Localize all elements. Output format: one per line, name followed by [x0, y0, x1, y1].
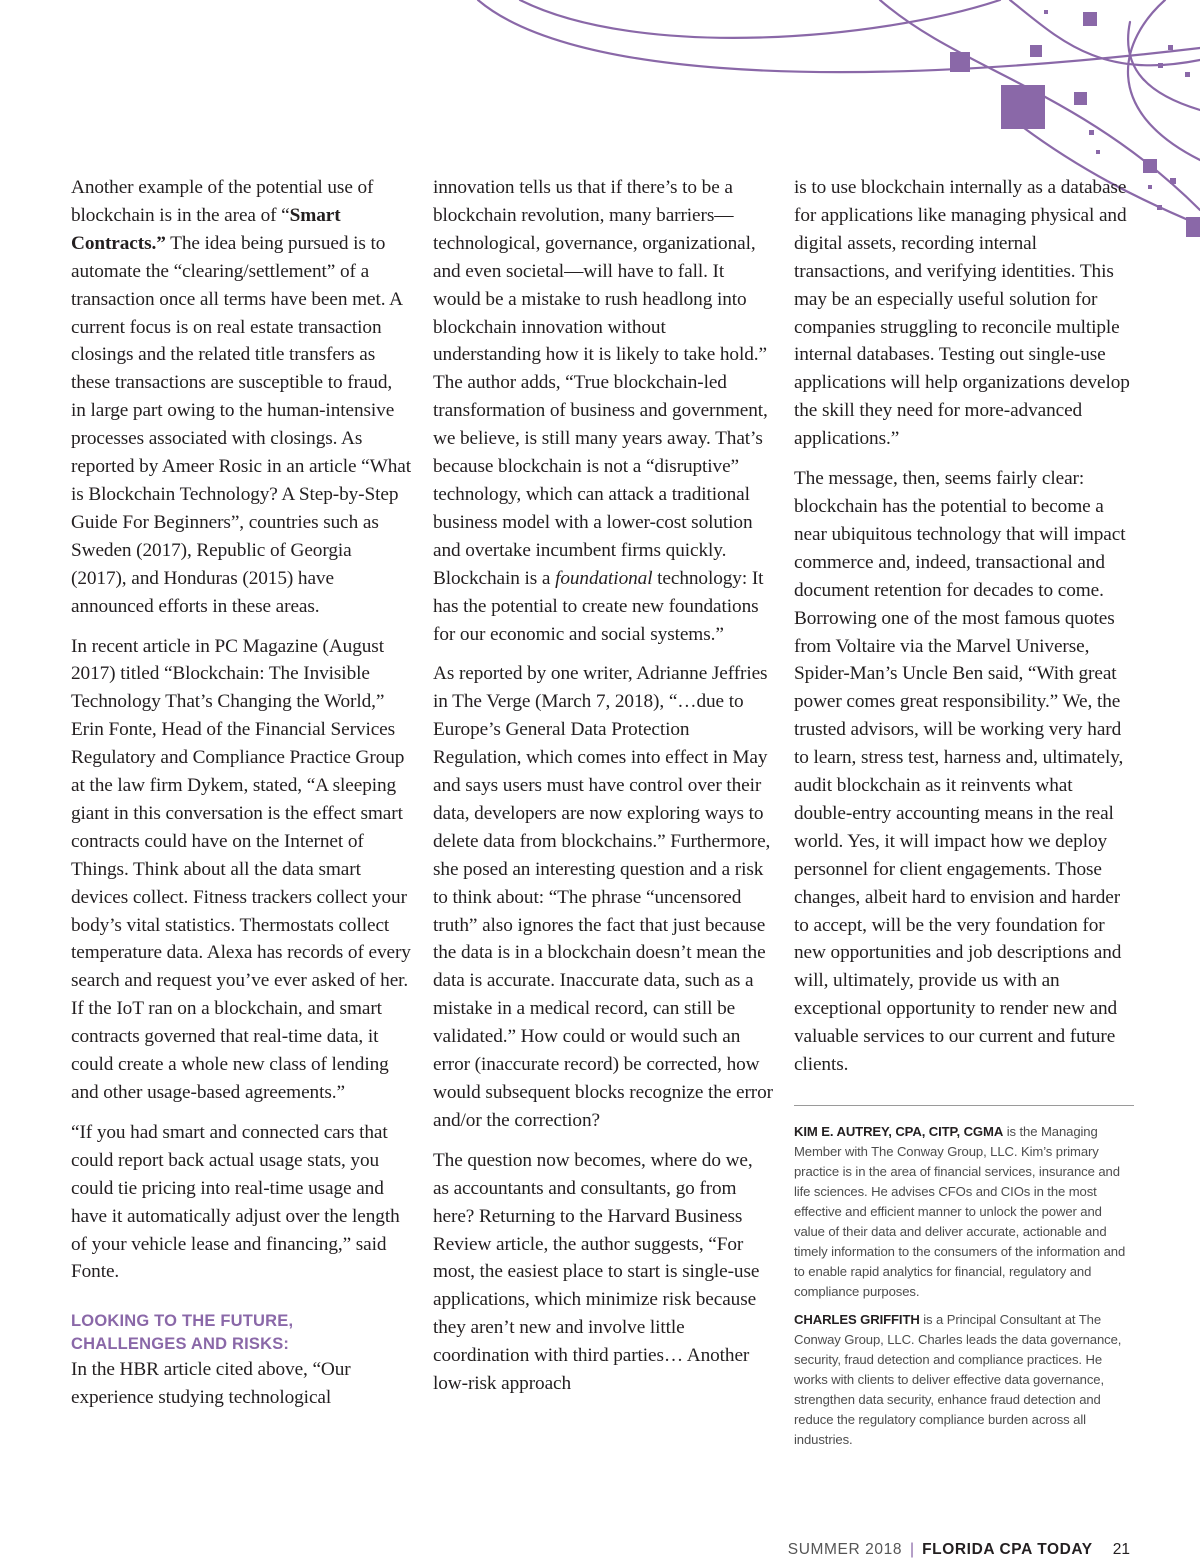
paragraph-question: The question now becomes, where do we, as accountants and consultants, go from here? Returning to the Harvard Business Review article, the author suggests, “For most, the easiest place to start is single-use applications, which minimize risk because they aren’t new and involve little coordination with third parties… Another low-risk approach: [433, 1149, 760, 1395]
smart-contracts-term: Smart Contracts.”: [71, 204, 341, 254]
author-bio-griffith: CHARLES GRIFFITH is a Principal Consultant at The Conway Group, LLC. Charles leads the data governance, security, fraud detection and compliance practices. He works with clients to deliver effective data governance, strengthen data security, enhance fraud detection and reduce the regulatory compliance burden across all industries.: [794, 1312, 1122, 1447]
paragraph-verge: As reported by one writer, Adrianne Jeffries in The Verge (March 7, 2018), “…due to Europe’s General Data Protection Regulation, which comes into effect in May and says users must have control over their data, developers are now exploring ways to delete data from blockchains.” Furthermore, she posed an interesting question and a risk to think about: “The phrase “uncensored truth” also ignores the fact that just because the data is in a blockchain doesn’t mean the data is accurate. Inaccurate data, such as a mistake in a medical record, can still be validated.” How could or would such an error (inaccurate record) be corrected, how would subsequent blocks recognize the error and/or the correction?: [433, 663, 773, 1131]
paragraph-smart-contracts: Another example of the potential use of blockchain is in the area of “Smart Contracts.” The idea being pursued is to automate the “clearing/settlement” of a transaction once all terms have been met. A current focus is on real estate transaction closings and the related title transfers as these transactions are susceptible to fraud, in large part owing to the human-intensive processes associated with closings. As reported by Ameer Rosic in an article “What is Blockchain Technology? A Step-by-Step Guide For Beginners”, countries such as Sweden (2017), Republic of Georgia (2017), and Honduras (2015) have announced efforts in these areas.: [71, 177, 411, 617]
article-column-2: [433, 174, 773, 1410]
article-column-3: [794, 174, 1134, 1458]
page-number: 21: [1112, 1541, 1130, 1558]
paragraph-hbr-intro: In the HBR article cited above, “Our experience studying technological: [71, 1359, 351, 1409]
bio-divider: [794, 1105, 1134, 1106]
page-footer: [788, 1541, 1130, 1558]
foundational-term: foundational: [555, 567, 653, 589]
article-column-1: [71, 174, 411, 1424]
footer-separator: |: [910, 1541, 915, 1558]
issue-label: SUMMER 2018: [787, 1541, 903, 1558]
paragraph-internal-database: is to use blockchain internally as a database for applications like managing physical and digital assets, recording internal transactions, and verifying identities. This may be an especially useful solution for companies struggling to reconcile multiple internal databases. Testing out single-use applications will help organizations develop the skill they need for more-advanced applications.”: [794, 177, 1130, 450]
magazine-title: FLORIDA CPA TODAY: [922, 1541, 1093, 1558]
section-subheading: LOOKING TO THE FUTURE, CHALLENGES AND RISKS:: [71, 1312, 294, 1354]
author-name-autrey: KIM E. AUTREY, CPA, CITP, CGMA: [794, 1124, 1004, 1139]
paragraph-fonte-quote: “If you had smart and connected cars that could report back actual usage stats, you could tie pricing into real-time usage and have it automatically adjust over the length of your vehicle lease and financing,” said Fonte.: [71, 1121, 400, 1283]
paragraph-innovation: innovation tells us that if there’s to be a blockchain revolution, many barriers—technological, governance, organizational, and even societal—will have to fall. It would be a mistake to rush headlong into blockchain innovation without understanding how it is likely to take hold.” The author adds, “True blockchain-led transformation of business and government, we believe, is still many years away. That’s because blockchain is not a “disruptive” technology, which can attack a traditional business model with a lower-cost solution and overtake incumbent firms quickly. Blockchain is a foundational technology: It has the potential to create new foundations for our economic and social systems.”: [433, 177, 768, 645]
paragraph-conclusion: The message, then, seems fairly clear: blockchain has the potential to become a near ubiquitous technology that will impact commerce and, indeed, transactional and document retention for decades to come. Borrowing one of the most famous quotes from Voltaire via the Marvel Universe, Spider-Man’s Uncle Ben said, “With great power comes great responsibility.” We, the trusted advisors, will be working very hard to learn, stress test, harness and, ultimately, audit blockchain as it reinvents what double-entry accounting means in the real world. Yes, it will impact how we deploy personnel for client engagements. Those changes, albeit hard to envision and harder to accept, will be the very foundation for new opportunities and job descriptions and will, ultimately, provide us with an exceptional opportunity to render new and valuable services to our current and future clients.: [794, 468, 1126, 1076]
author-bio-autrey: KIM E. AUTREY, CPA, CITP, CGMA is the Managing Member with The Conway Group, LLC. Kim’s primary practice is in the area of financial services, insurance and life sciences. He advises CFOs and CIOs in the most effective and efficient manner to unlock the power and value of their data and deliver accurate, actionable and timely information to the consumers of the information and to enable rapid analytics for financial, regulatory and compliance purposes.: [794, 1124, 1126, 1299]
paragraph-pc-magazine: In recent article in PC Magazine (August 2017) titled “Blockchain: The Invisible Technology That’s Changing the World,” Erin Fonte, Head of the Financial Services Regulatory and Compliance Practice Group at the law firm Dykem, stated, “A sleeping giant in this conversation is the effect smart contracts could have on the Internet of Things. Think about all the data smart devices collect. Fitness trackers collect your body’s vital statistics. Thermostats collect temperature data. Alexa has records of every search and request you’ve ever asked of her. If the IoT ran on a blockchain, and smart contracts governed that real-time data, it could create a whole new class of lending and other usage-based agreements.”: [71, 635, 411, 1103]
author-name-griffith: CHARLES GRIFFITH: [794, 1312, 920, 1327]
